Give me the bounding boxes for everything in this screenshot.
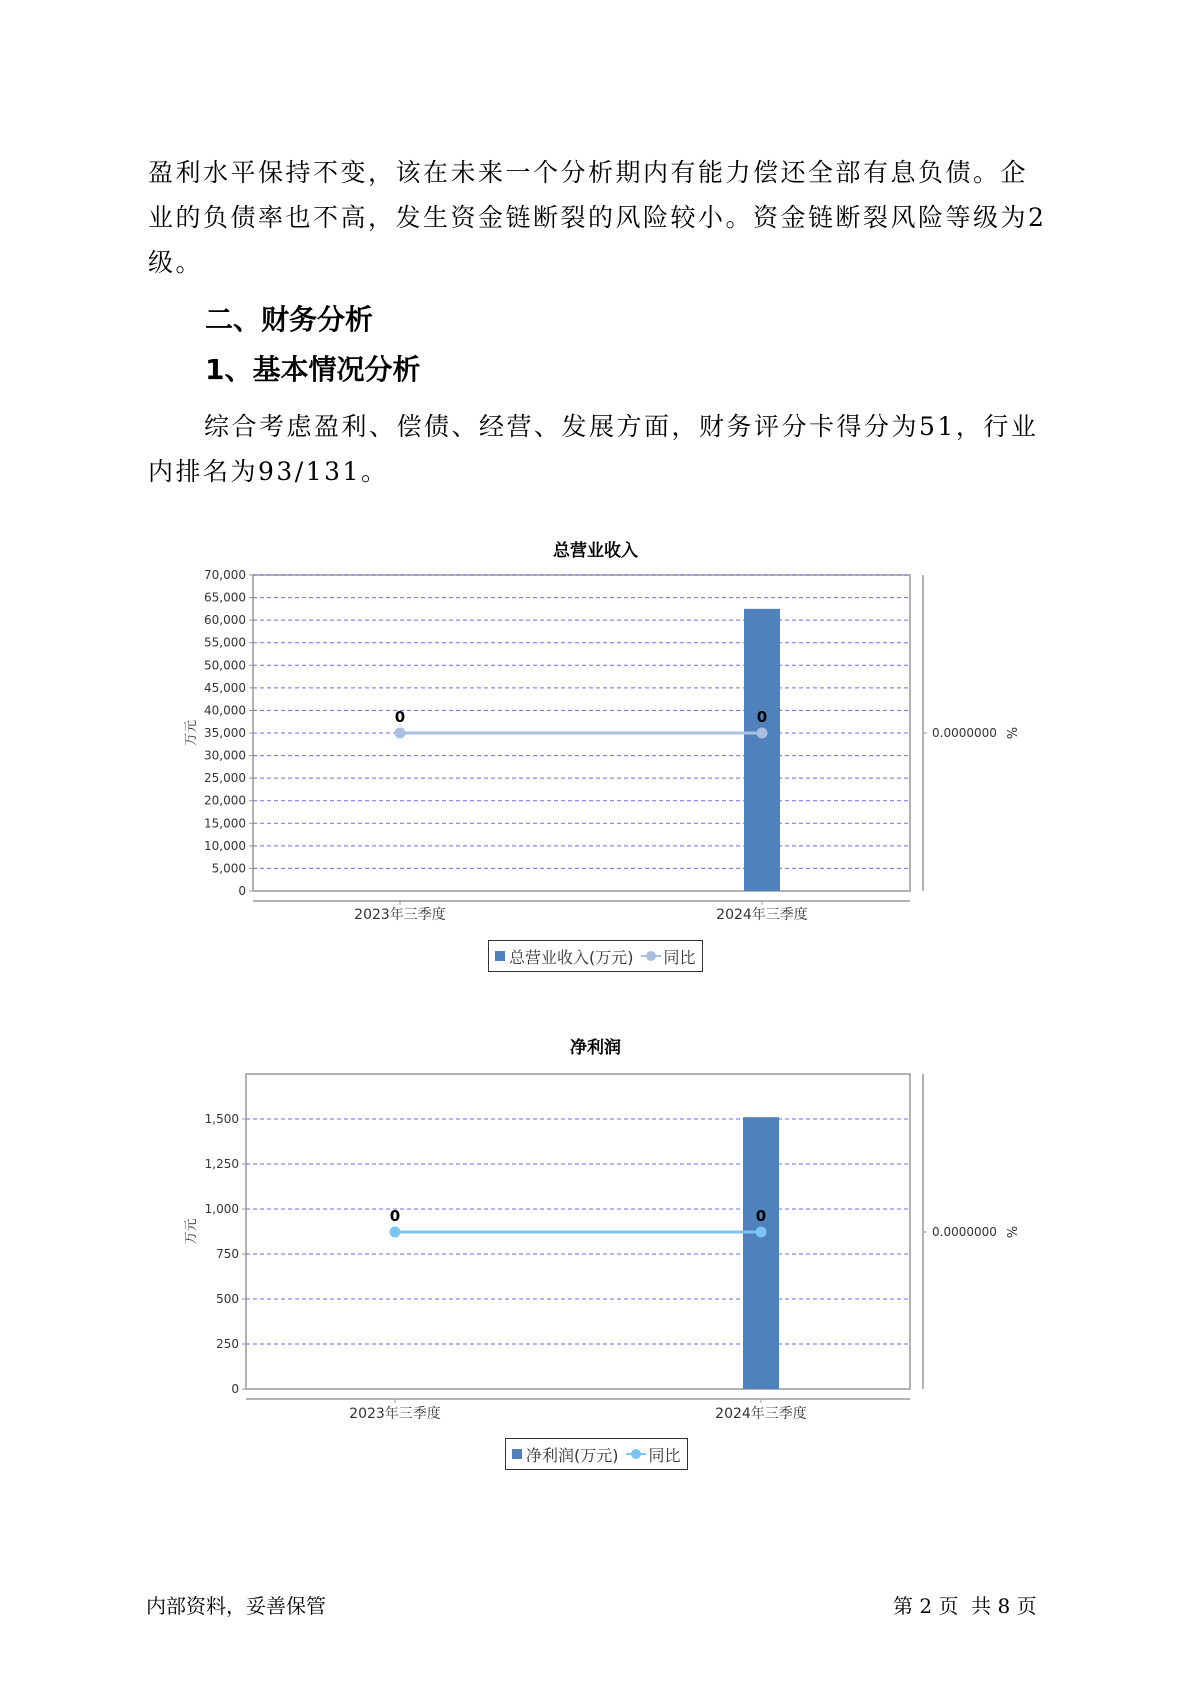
y-tick-label: 1,500 bbox=[204, 1112, 239, 1126]
yoy-point bbox=[756, 1227, 767, 1238]
y-tick-label: 45,000 bbox=[204, 680, 246, 695]
data-label: 0 bbox=[756, 708, 768, 726]
y-tick-label: 25,000 bbox=[204, 771, 246, 786]
chart-legend bbox=[505, 1438, 688, 1470]
data-label: 0 bbox=[755, 1207, 767, 1225]
y-tick-label: 30,000 bbox=[204, 748, 246, 763]
legend-bar-swatch bbox=[512, 1449, 522, 1459]
yoy-point bbox=[395, 728, 406, 739]
y-tick-label: 15,000 bbox=[204, 816, 246, 831]
y-tick-label: 40,000 bbox=[204, 703, 246, 718]
y-tick-label: 35,000 bbox=[204, 726, 246, 740]
y-tick-label: 1,000 bbox=[204, 1202, 239, 1216]
y-tick-label: 20,000 bbox=[204, 793, 246, 808]
y-tick-label: 250 bbox=[216, 1337, 239, 1351]
legend-label: 同比 bbox=[648, 1445, 681, 1465]
y-tick-label: 5,000 bbox=[211, 861, 246, 876]
data-label: 0 bbox=[394, 708, 406, 726]
score-paragraph: 综合考虑盈利、偿债、经营、发展方面，财务评分卡得分为51，行业内排名为93/131。 bbox=[148, 412, 1039, 486]
legend-line-swatch bbox=[641, 951, 661, 961]
y-tick-label: 1,250 bbox=[204, 1157, 239, 1171]
y-tick-label: 50,000 bbox=[204, 658, 246, 673]
x-tick-label: 2023年三季度 bbox=[349, 1406, 441, 1422]
legend-line-swatch bbox=[626, 1449, 646, 1459]
y-axis-label: 万元 bbox=[184, 719, 199, 747]
x-tick-label: 2024年三季度 bbox=[716, 907, 808, 923]
bar bbox=[743, 1117, 779, 1389]
data-label: 0 bbox=[389, 1207, 401, 1225]
footer-left: 内部资料，妥善保管 bbox=[146, 1594, 326, 1618]
y-tick-label: 60,000 bbox=[204, 613, 246, 628]
legend-label: 总营业收入(万元) bbox=[509, 947, 634, 967]
net-profit-chart bbox=[0, 1060, 1191, 1460]
legend-bar-swatch bbox=[495, 951, 505, 961]
section-heading: 二、财务分析 bbox=[205, 303, 374, 336]
yoy-point bbox=[757, 728, 768, 739]
legend-label: 同比 bbox=[663, 947, 696, 967]
revenue-chart bbox=[0, 560, 1191, 960]
y2-axis-label: % bbox=[1003, 726, 1018, 740]
y2-tick-label: 0.0000000 bbox=[932, 1225, 997, 1239]
y-tick-label: 500 bbox=[216, 1292, 239, 1306]
y-tick-label: 55,000 bbox=[204, 635, 246, 650]
footer-page-number: 第 2 页 共 8 页 bbox=[893, 1594, 1037, 1618]
y-axis-label: 万元 bbox=[184, 1218, 199, 1245]
intro-paragraph: 盈利水平保持不变，该在未来一个分析期内有能力偿还全部有息负债。企业的负债率也不高，发生资金链断裂的风险较小。资金链断裂风险等级为2级。 bbox=[148, 158, 1047, 277]
x-tick-label: 2023年三季度 bbox=[354, 907, 446, 923]
y-tick-label: 0 bbox=[238, 884, 246, 898]
x-tick-label: 2024年三季度 bbox=[715, 1406, 807, 1422]
legend-label: 净利润(万元) bbox=[526, 1445, 619, 1465]
y-tick-label: 70,000 bbox=[204, 568, 246, 582]
chart-legend bbox=[488, 940, 703, 972]
subsection-heading: 1、基本情况分析 bbox=[205, 353, 421, 386]
chart-title: 总营业收入 bbox=[553, 541, 638, 561]
y-tick-label: 750 bbox=[216, 1247, 239, 1261]
yoy-point bbox=[390, 1227, 401, 1238]
y2-tick-label: 0.0000000 bbox=[932, 726, 997, 740]
y-tick-label: 10,000 bbox=[204, 838, 246, 853]
y-tick-label: 0 bbox=[231, 1382, 239, 1396]
chart-title: 净利润 bbox=[570, 1038, 621, 1058]
y-tick-label: 65,000 bbox=[204, 590, 246, 605]
bar bbox=[744, 609, 780, 891]
y2-axis-label: % bbox=[1003, 1225, 1018, 1239]
